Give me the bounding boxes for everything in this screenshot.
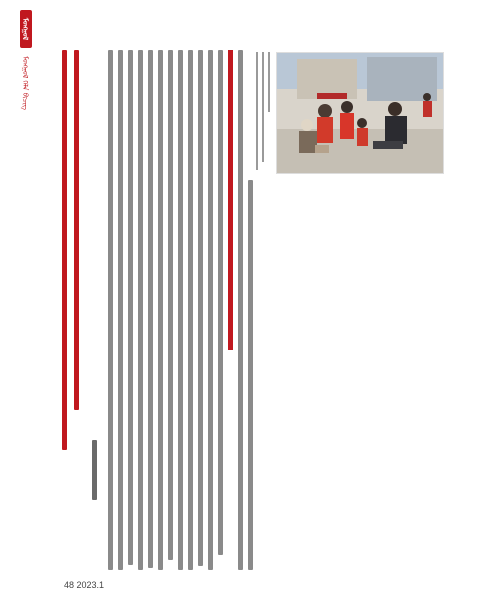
article-photo [276, 52, 444, 174]
photo-caption [254, 52, 270, 172]
body-line [128, 50, 133, 565]
body-line [118, 50, 123, 570]
body-line [138, 50, 143, 570]
article-title [62, 50, 67, 450]
body-line [188, 50, 193, 570]
body-line [158, 50, 163, 570]
subheading [228, 50, 233, 350]
section-badge [20, 10, 32, 48]
section-subtitle [22, 56, 32, 206]
section-badge-label: ᠮᠣᠩᠭᠣᠯ [21, 17, 29, 41]
body-line [148, 50, 153, 568]
article-author [92, 440, 97, 500]
section-subtitle-text: ᠮᠣᠩᠭᠣᠯ ᠬᠡᠯᠡ ᠪᠢᠴᠢᠭ [21, 56, 29, 110]
page-number: 48 2023.1 [64, 580, 105, 590]
body-line [168, 50, 173, 560]
body-line [218, 50, 223, 555]
body-line [178, 50, 183, 570]
body-line [208, 50, 213, 570]
body-line [198, 50, 203, 566]
street-scene-image [277, 53, 443, 173]
body-line [108, 50, 113, 570]
article-title-line-2 [74, 50, 79, 410]
body-line [238, 50, 243, 570]
body-line [248, 180, 253, 570]
